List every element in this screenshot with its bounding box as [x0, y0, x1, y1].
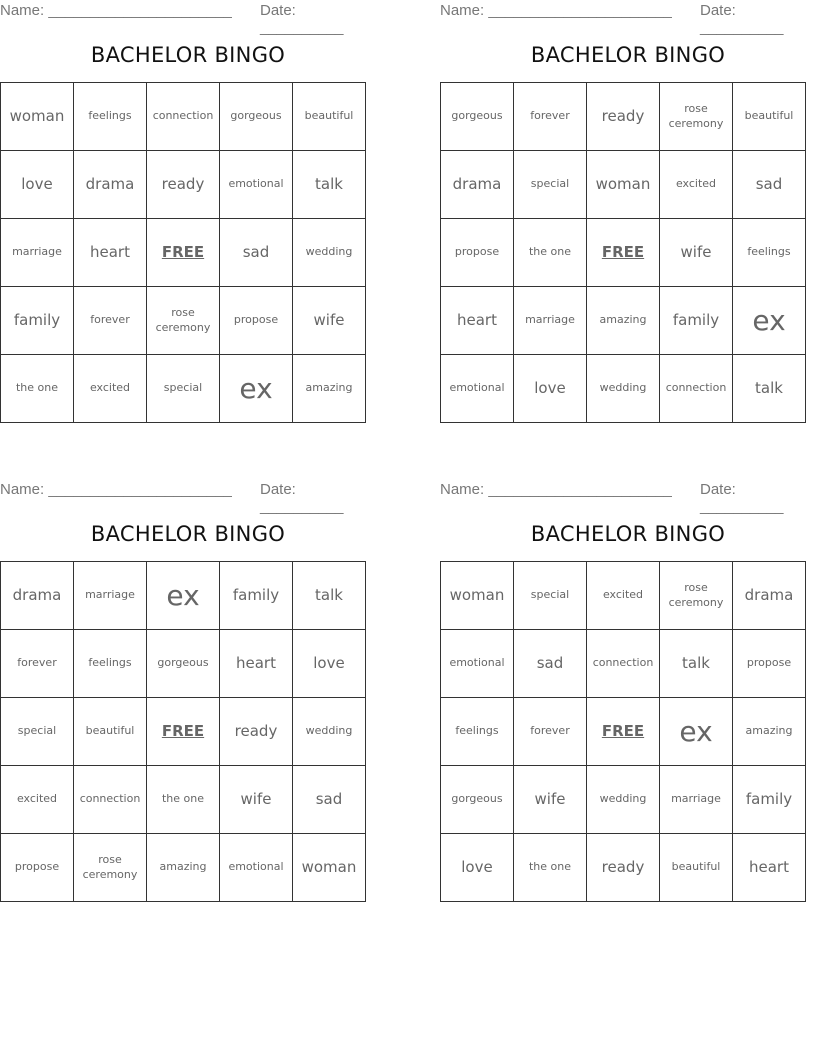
grid-row [441, 766, 806, 834]
bingo-cell: drama [733, 562, 806, 630]
bingo-cell: family [660, 287, 733, 355]
bingo-cell: gorgeous [147, 630, 220, 698]
bingo-cell: the one [147, 766, 220, 834]
grid-row [1, 355, 366, 423]
bingo-cell: love [293, 630, 366, 698]
card-header [0, 479, 376, 515]
bingo-cell: gorgeous [441, 83, 514, 151]
bingo-grid [440, 82, 806, 423]
grid-row [1, 287, 366, 355]
grid-row [441, 151, 806, 219]
grid-row [1, 834, 366, 902]
bingo-cell: amazing [587, 287, 660, 355]
free-space-cell: FREE [587, 698, 660, 766]
bingo-cell: sad [293, 766, 366, 834]
bingo-cell: excited [587, 562, 660, 630]
name-field-label: Name: ______________________ [440, 481, 672, 498]
bingo-cell: amazing [733, 698, 806, 766]
bingo-cell: ex [660, 698, 733, 766]
bingo-cell: propose [733, 630, 806, 698]
bingo-cell: ex [147, 562, 220, 630]
bingo-cell: wedding [587, 355, 660, 423]
bingo-cell: excited [74, 355, 147, 423]
bingo-cell: feelings [733, 219, 806, 287]
bingo-cell: feelings [441, 698, 514, 766]
card-header [440, 0, 816, 36]
bingo-cell: emotional [220, 834, 293, 902]
bingo-cell: forever [514, 698, 587, 766]
bingo-cell: wife [660, 219, 733, 287]
bingo-cell: sad [514, 630, 587, 698]
grid-row [1, 766, 366, 834]
date-field-label: Date: __________ [700, 481, 784, 515]
bingo-cell: excited [1, 766, 74, 834]
bingo-cell: forever [1, 630, 74, 698]
bingo-cell: marriage [74, 562, 147, 630]
bingo-cell: beautiful [733, 83, 806, 151]
bingo-cell: sad [733, 151, 806, 219]
bingo-cell: forever [74, 287, 147, 355]
bingo-cell: talk [733, 355, 806, 423]
grid-row [1, 630, 366, 698]
bingo-cell: love [514, 355, 587, 423]
bingo-cell: talk [293, 562, 366, 630]
free-space-cell: FREE [147, 219, 220, 287]
bingo-cell: feelings [74, 83, 147, 151]
card-title: BACHELOR BINGO [90, 43, 286, 67]
bingo-cell: propose [441, 219, 514, 287]
bingo-cell: wedding [293, 698, 366, 766]
date-field-label: Date: __________ [700, 2, 784, 36]
bingo-cell: family [220, 562, 293, 630]
bingo-cell: ready [587, 834, 660, 902]
grid-row [1, 83, 366, 151]
bingo-cell: sad [220, 219, 293, 287]
bingo-cell: drama [441, 151, 514, 219]
grid-row [441, 287, 806, 355]
name-field-label: Name: ______________________ [0, 481, 232, 498]
bingo-cell: heart [733, 834, 806, 902]
bingo-cell: amazing [147, 834, 220, 902]
bingo-cell: gorgeous [441, 766, 514, 834]
bingo-cell: wedding [587, 766, 660, 834]
bingo-cell: drama [1, 562, 74, 630]
bingo-cell: emotional [441, 355, 514, 423]
bingo-cell: beautiful [293, 83, 366, 151]
name-field-label: Name: ______________________ [440, 2, 672, 19]
grid-row [1, 151, 366, 219]
bingo-cell: amazing [293, 355, 366, 423]
bingo-cell: gorgeous [220, 83, 293, 151]
bingo-cell: ex [733, 287, 806, 355]
bingo-cell: woman [441, 562, 514, 630]
bingo-cell: wife [293, 287, 366, 355]
bingo-cell: wedding [293, 219, 366, 287]
card-title: BACHELOR BINGO [530, 522, 726, 546]
bingo-cell: ready [220, 698, 293, 766]
grid-row [1, 219, 366, 287]
bingo-cell: marriage [514, 287, 587, 355]
bingo-cell: beautiful [74, 698, 147, 766]
grid-row [441, 83, 806, 151]
grid-row [1, 562, 366, 630]
bingo-cell: the one [514, 219, 587, 287]
bingo-cell: forever [514, 83, 587, 151]
bingo-cell: heart [220, 630, 293, 698]
card-title: BACHELOR BINGO [90, 522, 286, 546]
bingo-cell: propose [220, 287, 293, 355]
grid-row [441, 355, 806, 423]
grid-row [441, 562, 806, 630]
date-field-label: Date: __________ [260, 2, 344, 36]
bingo-grid [0, 561, 366, 902]
bingo-cell: wife [514, 766, 587, 834]
bingo-cell: connection [660, 355, 733, 423]
bingo-cell: special [1, 698, 74, 766]
bingo-cell: ex [220, 355, 293, 423]
bingo-cell: love [441, 834, 514, 902]
grid-row [441, 219, 806, 287]
bingo-cell: marriage [1, 219, 74, 287]
bingo-cell: talk [660, 630, 733, 698]
bingo-cell: love [1, 151, 74, 219]
grid-row [1, 698, 366, 766]
bingo-cell: talk [293, 151, 366, 219]
card-title: BACHELOR BINGO [530, 43, 726, 67]
date-field-label: Date: __________ [260, 481, 344, 515]
bingo-cell: connection [147, 83, 220, 151]
bingo-cell: woman [587, 151, 660, 219]
card-header [0, 0, 376, 36]
bingo-cell: excited [660, 151, 733, 219]
card-header [440, 479, 816, 515]
bingo-cell: rose ceremony [660, 562, 733, 630]
bingo-cell: special [514, 151, 587, 219]
bingo-cell: woman [1, 83, 74, 151]
bingo-cell: family [733, 766, 806, 834]
grid-row [441, 834, 806, 902]
bingo-grid [440, 561, 806, 902]
bingo-cell: drama [74, 151, 147, 219]
bingo-cell: ready [147, 151, 220, 219]
bingo-cell: ready [587, 83, 660, 151]
bingo-cell: woman [293, 834, 366, 902]
bingo-cell: rose ceremony [74, 834, 147, 902]
bingo-cell: connection [587, 630, 660, 698]
bingo-cell: heart [441, 287, 514, 355]
bingo-cell: beautiful [660, 834, 733, 902]
bingo-cell: feelings [74, 630, 147, 698]
free-space-cell: FREE [587, 219, 660, 287]
bingo-cell: marriage [660, 766, 733, 834]
bingo-cell: heart [74, 219, 147, 287]
bingo-cell: family [1, 287, 74, 355]
bingo-cell: emotional [220, 151, 293, 219]
bingo-cell: the one [514, 834, 587, 902]
free-space-cell: FREE [147, 698, 220, 766]
bingo-cell: special [147, 355, 220, 423]
bingo-cell: connection [74, 766, 147, 834]
bingo-cell: wife [220, 766, 293, 834]
bingo-cell: propose [1, 834, 74, 902]
bingo-cell: special [514, 562, 587, 630]
grid-row [441, 630, 806, 698]
bingo-cell: emotional [441, 630, 514, 698]
grid-row [441, 698, 806, 766]
bingo-cell: the one [1, 355, 74, 423]
name-field-label: Name: ______________________ [0, 2, 232, 19]
bingo-cell: rose ceremony [660, 83, 733, 151]
bingo-grid [0, 82, 366, 423]
bingo-cell: rose ceremony [147, 287, 220, 355]
